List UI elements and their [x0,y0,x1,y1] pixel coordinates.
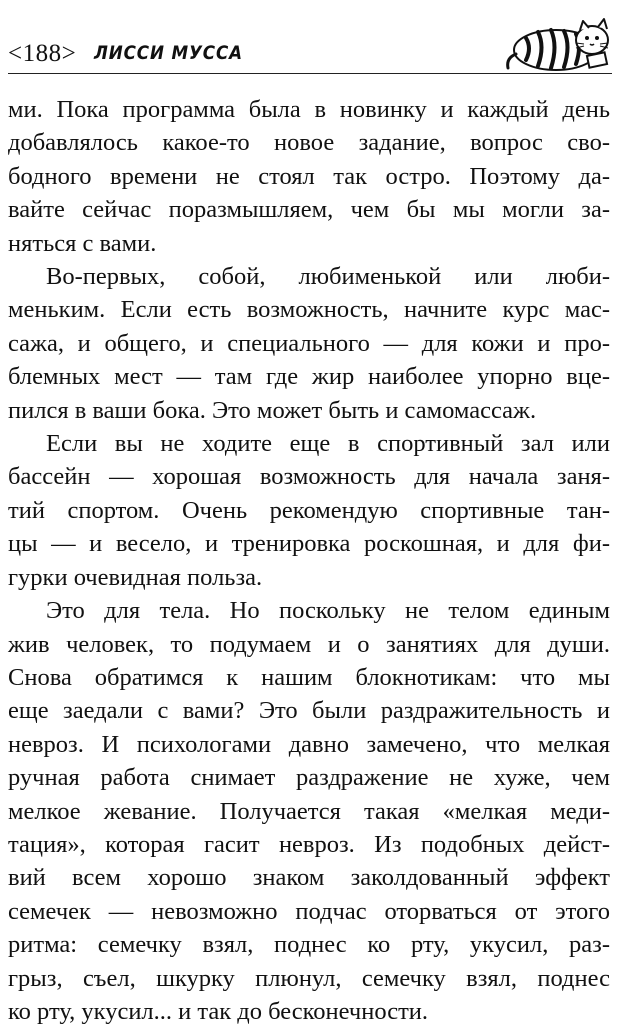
paragraph-2 [8,260,610,427]
text-line: добавлялось какое-то новое задание, вопрос сво- [8,129,610,157]
text-line: пился в ваши бока. Это может быть и самомассаж. [8,396,537,424]
text-line: Это для тела. Но поскольку не телом единым [46,597,610,625]
text-line: тация», которая гасит невроз. Из подобных дейст- [8,830,610,858]
text-line: невроз. И психологами давно замечено, что мелкая [8,730,610,758]
page-number: <188> [8,40,77,67]
text-line: ко рту, укусил... и так до бесконечности. [8,997,429,1025]
text-line: еще заедали с вами? Это были раздражительность и [8,697,610,725]
text-line: мелкое жевание. Получается такая «мелкая меди- [8,797,610,825]
paragraph-4 [8,594,610,1028]
text-line: сажа, и общего, и специального — для кожи и про- [8,329,610,357]
text-line: меньким. Если есть возможность, начните курс мас- [8,296,610,324]
striped-cat-icon [504,10,616,74]
text-line: вий всем хорошо знаком заколдованный эффект [8,864,610,892]
text-line: грыз, съел, шкурку плюнул, семечку взял, поднес [8,964,610,992]
paragraph-1 [8,93,610,260]
text-line: вайте сейчас поразмышляем, чем бы мы могли за- [8,196,610,224]
text-line: ритма: семечку взял, поднес ко рту, укусил, раз- [8,931,610,959]
page-header [8,10,612,80]
body-text [8,93,610,1028]
paragraph-3 [8,427,610,594]
text-line: ми. Пока программа была в новинку и каждый день [8,96,610,123]
text-line: семечек — невозможно подчас оторваться от этого [8,897,610,925]
text-line: Если вы не ходите еще в спортивный зал или [46,430,610,458]
text-line: бодного времени не стоял так остро. Поэтому да- [8,162,610,190]
text-line: тий спортом. Очень рекомендую спортивные тан- [8,496,610,524]
running-title: ЛИССИ МУССА [94,42,243,64]
text-line: гурки очевидная польза. [8,563,263,591]
text-line: жив человек, то подумаем и о занятиях для души. [8,630,610,658]
text-line: Во-первых, собой, любименькой или люби- [46,263,610,291]
text-line: бассейн — хорошая возможность для начала заня- [8,463,610,491]
text-line: блемных мест — там где жир наиболее упорно вце- [8,363,610,391]
text-line: ручная работа снимает раздражение не хуже, чем [8,764,610,792]
text-line: няться с вами. [8,229,157,257]
text-line: Снова обратимся к нашим блокнотикам: что мы [8,663,610,691]
header-rule [8,73,612,74]
text-line: цы — и весело, и тренировка роскошная, и для фи- [8,530,610,558]
